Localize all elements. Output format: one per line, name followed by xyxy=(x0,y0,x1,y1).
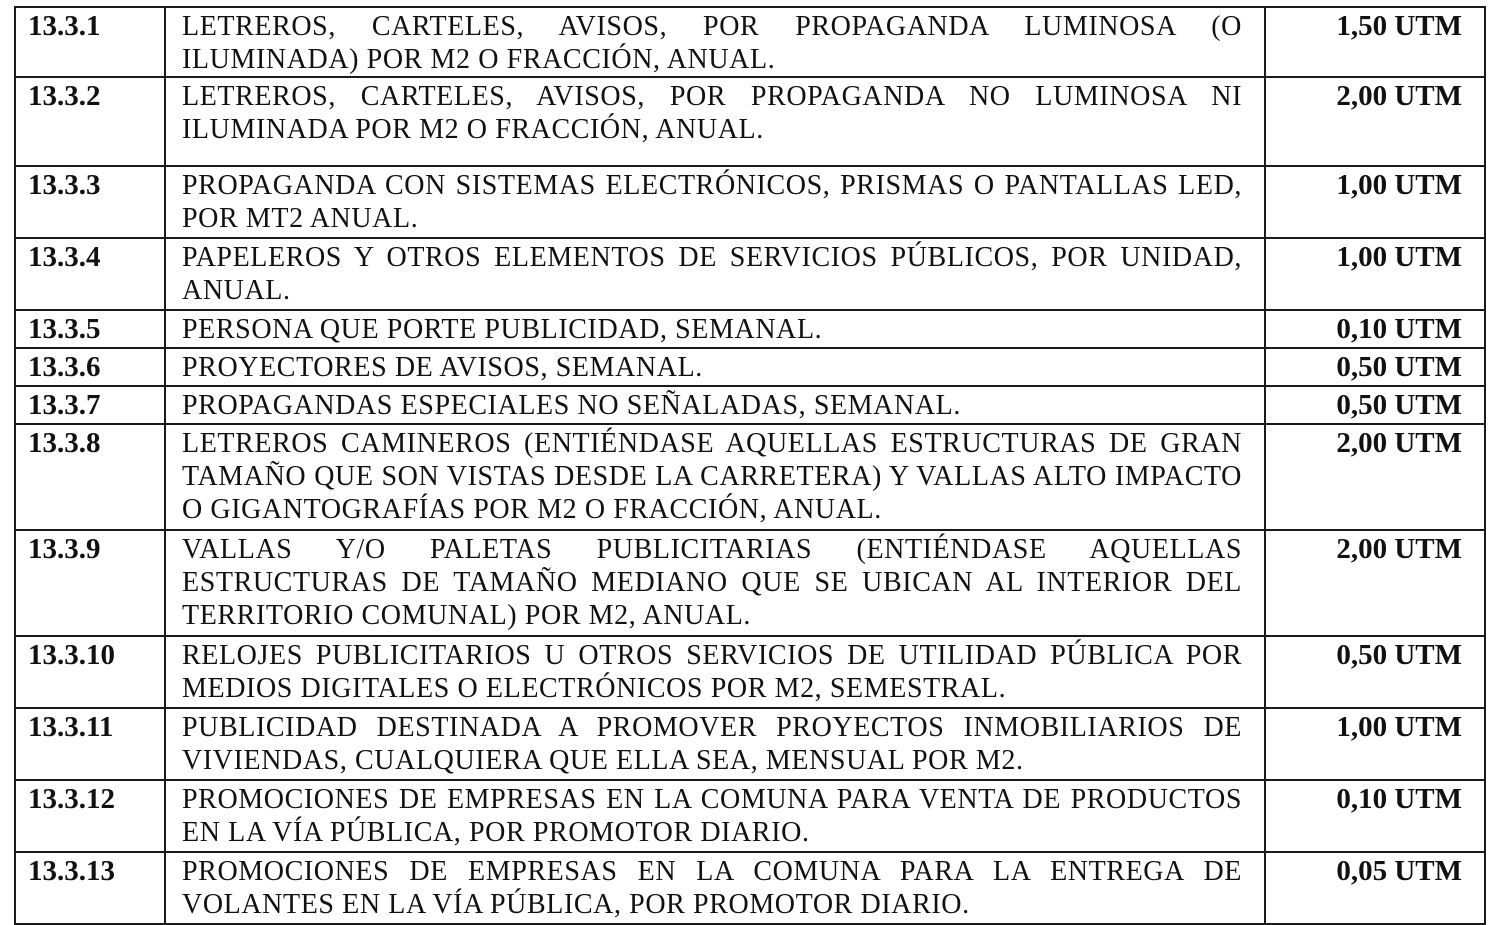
item-description: PROMOCIONES DE EMPRESAS EN LA COMUNA PARA LA ENTREGA DE VOLANTES EN LA VÍA PÚBLICA, POR PROMOTOR DIARIO. xyxy=(165,852,1265,924)
item-description: PROYECTORES DE AVISOS, SEMANAL. xyxy=(165,348,1265,386)
table-row xyxy=(15,77,1485,166)
item-code: 13.3.9 xyxy=(15,530,165,636)
item-code: 13.3.6 xyxy=(15,348,165,386)
item-description: LETREROS, CARTELES, AVISOS, POR PROPAGANDA LUMINOSA (O ILUMINADA) POR M2 O FRACCIÓN, ANUAL. xyxy=(165,7,1265,77)
item-description: PAPELEROS Y OTROS ELEMENTOS DE SERVICIOS PÚBLICOS, POR UNIDAD, ANUAL. xyxy=(165,238,1265,310)
item-description: PROMOCIONES DE EMPRESAS EN LA COMUNA PARA VENTA DE PRODUCTOS EN LA VÍA PÚBLICA, POR PROMOTOR DIARIO. xyxy=(165,780,1265,852)
item-value: 0,50 UTM xyxy=(1265,386,1485,424)
item-value: 0,10 UTM xyxy=(1265,780,1485,852)
tariff-table xyxy=(14,6,1486,925)
item-code: 13.3.10 xyxy=(15,636,165,708)
table-row xyxy=(15,348,1485,386)
item-value: 1,00 UTM xyxy=(1265,238,1485,310)
item-description: LETREROS, CARTELES, AVISOS, POR PROPAGANDA NO LUMINOSA NI ILUMINADA POR M2 O FRACCIÓN, ANUAL. xyxy=(165,77,1265,166)
item-code: 13.3.3 xyxy=(15,166,165,238)
table-row xyxy=(15,708,1485,780)
item-code: 13.3.4 xyxy=(15,238,165,310)
item-description: PUBLICIDAD DESTINADA A PROMOVER PROYECTOS INMOBILIARIOS DE VIVIENDAS, CUALQUIERA QUE ELLA SEA, MENSUAL POR M2. xyxy=(165,708,1265,780)
table-row xyxy=(15,852,1485,924)
item-description: PERSONA QUE PORTE PUBLICIDAD, SEMANAL. xyxy=(165,310,1265,348)
table-row xyxy=(15,7,1485,77)
item-code: 13.3.2 xyxy=(15,77,165,166)
item-description: PROPAGANDAS ESPECIALES NO SEÑALADAS, SEMANAL. xyxy=(165,386,1265,424)
item-description: PROPAGANDA CON SISTEMAS ELECTRÓNICOS, PRISMAS O PANTALLAS LED, POR MT2 ANUAL. xyxy=(165,166,1265,238)
item-value: 0,50 UTM xyxy=(1265,636,1485,708)
item-value: 1,50 UTM xyxy=(1265,7,1485,77)
table-row xyxy=(15,424,1485,530)
item-code: 13.3.1 xyxy=(15,7,165,77)
table-row xyxy=(15,386,1485,424)
item-value: 2,00 UTM xyxy=(1265,424,1485,530)
item-description: VALLAS Y/O PALETAS PUBLICITARIAS (ENTIÉNDASE AQUELLAS ESTRUCTURAS DE TAMAÑO MEDIANO QUE SE UBICAN AL INTERIOR DEL TERRITORIO COMUNAL) POR M2, ANUAL. xyxy=(165,530,1265,636)
table-row xyxy=(15,636,1485,708)
item-value: 0,10 UTM xyxy=(1265,310,1485,348)
item-description: LETREROS CAMINEROS (ENTIÉNDASE AQUELLAS ESTRUCTURAS DE GRAN TAMAÑO QUE SON VISTAS DESDE LA CARRETERA) Y VALLAS ALTO IMPACTO O GIGANTOGRAFÍAS POR M2 O FRACCIÓN, ANUAL. xyxy=(165,424,1265,530)
item-value: 1,00 UTM xyxy=(1265,708,1485,780)
table-row xyxy=(15,310,1485,348)
item-code: 13.3.11 xyxy=(15,708,165,780)
item-value: 1,00 UTM xyxy=(1265,166,1485,238)
tariff-document xyxy=(14,6,1484,925)
table-row xyxy=(15,530,1485,636)
item-value: 0,50 UTM xyxy=(1265,348,1485,386)
item-value: 2,00 UTM xyxy=(1265,77,1485,166)
item-code: 13.3.8 xyxy=(15,424,165,530)
item-code: 13.3.7 xyxy=(15,386,165,424)
item-code: 13.3.12 xyxy=(15,780,165,852)
table-row xyxy=(15,166,1485,238)
item-value: 2,00 UTM xyxy=(1265,530,1485,636)
table-row xyxy=(15,238,1485,310)
item-value: 0,05 UTM xyxy=(1265,852,1485,924)
item-code: 13.3.5 xyxy=(15,310,165,348)
item-code: 13.3.13 xyxy=(15,852,165,924)
item-description: RELOJES PUBLICITARIOS U OTROS SERVICIOS DE UTILIDAD PÚBLICA POR MEDIOS DIGITALES O ELECTRÓNICOS POR M2, SEMESTRAL. xyxy=(165,636,1265,708)
table-row xyxy=(15,780,1485,852)
